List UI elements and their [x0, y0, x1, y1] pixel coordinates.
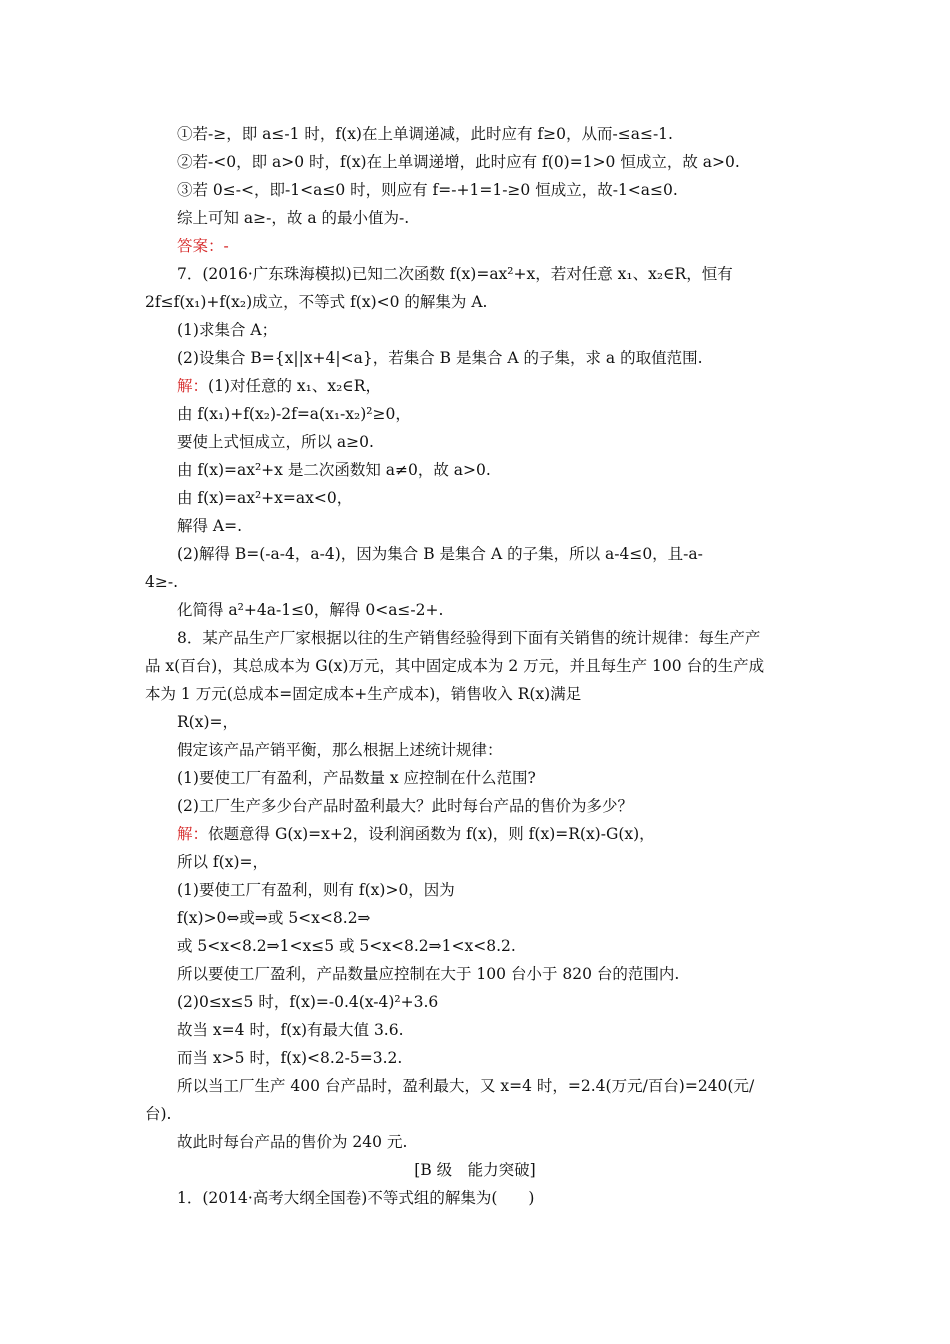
- text-segment: (1)要使工厂有盈利，产品数量 x 应控制在什么范围?: [177, 769, 536, 787]
- text-segment: 所以当工厂生产 400 台产品时，盈利最大，又 x=4 时，=2.4(万元/百台)=240(元/: [177, 1077, 755, 1095]
- solution-label: 答案：-: [177, 237, 229, 255]
- text-line: [177, 712, 238, 732]
- text-segment: 假定该产品产销平衡，那么根据上述统计规律：: [177, 741, 503, 759]
- text-line: [177, 964, 679, 984]
- text-line: [177, 880, 455, 900]
- text-line: [177, 852, 268, 872]
- text-segment: 由 f(x)=ax²+x 是二次函数知 a≠0，故 a>0.: [177, 461, 491, 479]
- text-segment: 本为 1 万元(总成本=固定成本+生产成本)，销售收入 R(x)满足: [145, 685, 582, 703]
- text-line: [177, 768, 536, 788]
- text-line: [177, 600, 443, 620]
- text-line: [177, 628, 760, 648]
- text-segment: 故当 x=4 时，f(x)有最大值 3.6.: [177, 1021, 404, 1039]
- text-line: [177, 320, 277, 340]
- text-line: [177, 376, 381, 396]
- text-segment: 或 5<x<8.2⇒1<x≤5 或 5<x<8.2⇒1<x<8.2.: [177, 937, 516, 955]
- text-line: [177, 432, 374, 452]
- solution-label: 解：: [177, 377, 209, 395]
- text-segment: 8．某产品生产厂家根据以往的生产销售经验得到下面有关销售的统计规律：每生产产: [177, 629, 761, 647]
- text-segment: ②若-<0，即 a>0 时，f(x)在上单调递增，此时应有 f(0)=1>0 恒成立，故 a>0.: [177, 153, 740, 171]
- text-line: [145, 656, 764, 676]
- text-segment: (2)设集合 B={x||x+4|<a}，若集合 B 是集合 A 的子集，求 a 的取值范围.: [177, 349, 703, 367]
- text-line: [145, 572, 178, 592]
- text-line: [177, 740, 503, 760]
- text-line: [177, 208, 409, 228]
- text-line: [177, 152, 740, 172]
- text-segment: (2)解得 B=(-a-4，a-4)，因为集合 B 是集合 A 的子集，所以 a-4≤0，且-a-: [177, 545, 703, 563]
- text-segment: 故此时每台产品的售价为 240 元.: [177, 1133, 408, 1151]
- text-line: [177, 236, 229, 256]
- text-line: [177, 404, 411, 424]
- text-segment: 而当 x>5 时，f(x)<8.2-5=3.2.: [177, 1049, 403, 1067]
- text-segment: 要使上式恒成立，所以 a≥0.: [177, 433, 374, 451]
- text-line: [177, 1076, 754, 1096]
- text-segment: f(x)>0⇔或⇒或 5<x<8.2⇒: [177, 909, 371, 927]
- text-line: [177, 1188, 534, 1208]
- text-line: [177, 992, 438, 1012]
- text-segment: 依题意得 G(x)=x+2，设利润函数为 f(x)，则 f(x)=R(x)-G(x)，: [208, 825, 655, 843]
- text-line: [177, 516, 242, 536]
- text-line: [177, 908, 371, 928]
- text-line: [145, 684, 581, 704]
- text-line: [177, 488, 352, 508]
- text-line: [145, 1104, 171, 1124]
- text-segment: 所以要使工厂盈利，产品数量应控制在大于 100 台小于 820 台的范围内.: [177, 965, 680, 983]
- solution-label: 解：: [177, 825, 209, 843]
- text-segment: 由 f(x₁)+f(x₂)-2f=a(x₁-x₂)²≥0，: [177, 405, 411, 423]
- text-segment: 解得 A=.: [177, 517, 243, 535]
- text-segment: 2f≤f(x₁)+f(x₂)成立，不等式 f(x)<0 的解集为 A.: [145, 293, 488, 311]
- text-line: [177, 264, 733, 284]
- text-line: [177, 124, 673, 144]
- text-segment: (2)0≤x≤5 时，f(x)=-0.4(x-4)²+3.6: [177, 993, 439, 1011]
- text-line: [177, 1048, 402, 1068]
- text-segment: 1．(2014·高考大纲全国卷)不等式组的解集为( ): [177, 1189, 535, 1207]
- text-line: [177, 460, 491, 480]
- text-line: [177, 796, 633, 816]
- text-segment: (1)求集合 A；: [177, 321, 278, 339]
- text-line: [177, 824, 655, 844]
- text-line: [177, 936, 516, 956]
- text-segment: 7．(2016·广东珠海模拟)已知二次函数 f(x)=ax²+x，若对任意 x₁、x₂∈R，恒有: [177, 265, 733, 283]
- text-segment: (1)对任意的 x₁、x₂∈R，: [208, 377, 381, 395]
- section-heading: [B 级 能力突破]: [414, 1161, 536, 1179]
- text-segment: ③若 0≤-<，即-1<a≤0 时，则应有 f=-+1=1-≥0 恒成立，故-1<a≤0.: [177, 181, 678, 199]
- text-line: [177, 544, 703, 564]
- text-segment: 4≥-.: [145, 573, 179, 591]
- text-line: [177, 1132, 407, 1152]
- text-segment: 品 x(百台)，其总成本为 G(x)万元，其中固定成本为 2 万元，并且每生产 100 台的生产成: [145, 657, 765, 675]
- text-line: [177, 348, 703, 368]
- text-segment: ①若-≥，即 a≤-1 时，f(x)在上单调递减，此时应有 f≥0，从而-≤a≤-1.: [177, 125, 673, 143]
- text-segment: 综上可知 a≥-，故 a 的最小值为-.: [177, 209, 410, 227]
- text-segment: 所以 f(x)=，: [177, 853, 268, 871]
- text-segment: (2)工厂生产多少台产品时盈利最大？此时每台产品的售价为多少？: [177, 797, 633, 815]
- text-segment: (1)要使工厂有盈利，则有 f(x)>0，因为: [177, 881, 455, 899]
- text-line: [177, 1020, 404, 1040]
- text-segment: 台).: [145, 1105, 172, 1123]
- text-segment: 由 f(x)=ax²+x=ax<0，: [177, 489, 353, 507]
- text-segment: R(x)=，: [177, 713, 238, 731]
- text-line: [177, 180, 678, 200]
- text-line: [145, 292, 487, 312]
- text-segment: 化简得 a²+4a-1≤0，解得 0<a≤-2+.: [177, 601, 444, 619]
